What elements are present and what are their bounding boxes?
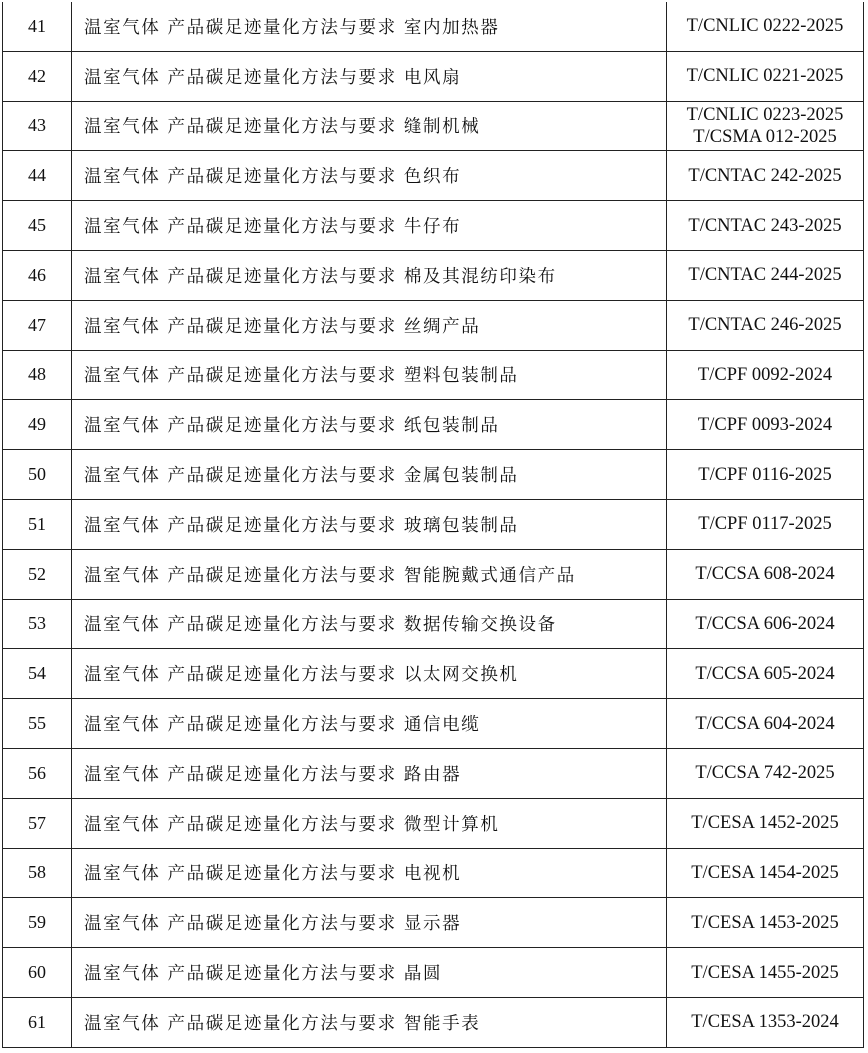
row-number: 55 — [3, 699, 72, 749]
row-number: 58 — [3, 848, 72, 898]
row-number: 50 — [3, 450, 72, 500]
table-row — [3, 948, 864, 998]
standard-code — [667, 948, 864, 998]
standard-code — [667, 499, 864, 549]
standard-code — [667, 400, 864, 450]
row-number: 41 — [3, 2, 72, 51]
table-body — [3, 2, 864, 1047]
standard-code-line: T/CCSA 605-2024 — [695, 663, 835, 684]
standard-code — [667, 250, 864, 300]
standard-code-line: T/CCSA 608-2024 — [695, 564, 835, 585]
table-row — [3, 400, 864, 450]
standard-code-line: T/CESA 1452-2025 — [691, 813, 839, 834]
row-number: 48 — [3, 350, 72, 400]
table-row — [3, 450, 864, 500]
table-row — [3, 250, 864, 300]
standard-code-line: T/CPF 0116-2025 — [698, 464, 832, 485]
standard-code-line: T/CNLIC 0223-2025 — [686, 104, 844, 125]
standard-code-line: T/CPF 0092-2024 — [697, 364, 833, 385]
standard-code — [667, 300, 864, 350]
row-number: 43 — [3, 101, 72, 151]
table-row — [3, 649, 864, 699]
standard-name: 温室气体 产品碳足迹量化方法与要求 玻璃包装制品 — [72, 499, 667, 549]
standard-name: 温室气体 产品碳足迹量化方法与要求 显示器 — [72, 898, 667, 948]
standard-code-line: T/CNLIC 0221-2025 — [686, 66, 844, 87]
row-number: 45 — [3, 201, 72, 251]
standard-code-line: T/CESA 1353-2024 — [691, 1012, 839, 1033]
standard-code-line: T/CESA 1455-2025 — [691, 962, 839, 983]
table-row — [3, 350, 864, 400]
standard-name: 温室气体 产品碳足迹量化方法与要求 纸包装制品 — [72, 400, 667, 450]
row-number: 52 — [3, 549, 72, 599]
row-number: 46 — [3, 250, 72, 300]
standard-name: 温室气体 产品碳足迹量化方法与要求 通信电缆 — [72, 699, 667, 749]
row-number: 51 — [3, 499, 72, 549]
row-number: 47 — [3, 300, 72, 350]
standard-code — [667, 201, 864, 251]
standard-code — [667, 549, 864, 599]
standard-name: 温室气体 产品碳足迹量化方法与要求 以太网交换机 — [72, 649, 667, 699]
standard-code — [667, 748, 864, 798]
standard-name: 温室气体 产品碳足迹量化方法与要求 缝制机械 — [72, 101, 667, 151]
table-row — [3, 151, 864, 201]
table-row — [3, 599, 864, 649]
standard-name: 温室气体 产品碳足迹量化方法与要求 室内加热器 — [72, 2, 667, 51]
standard-name: 温室气体 产品碳足迹量化方法与要求 金属包装制品 — [72, 450, 667, 500]
standard-code — [667, 848, 864, 898]
table-row — [3, 748, 864, 798]
row-number: 60 — [3, 948, 72, 998]
standard-name: 温室气体 产品碳足迹量化方法与要求 晶圆 — [72, 948, 667, 998]
standard-name: 温室气体 产品碳足迹量化方法与要求 丝绸产品 — [72, 300, 667, 350]
standard-code-line: T/CCSA 742-2025 — [695, 763, 835, 784]
row-number: 57 — [3, 798, 72, 848]
standard-code — [667, 101, 864, 151]
standard-code-line: T/CPF 0117-2025 — [698, 514, 832, 535]
standard-code-line: T/CNTAC 244-2025 — [688, 265, 842, 286]
standard-code — [667, 51, 864, 101]
row-number: 49 — [3, 400, 72, 450]
table-row — [3, 499, 864, 549]
standard-name: 温室气体 产品碳足迹量化方法与要求 电风扇 — [72, 51, 667, 101]
table-row — [3, 2, 864, 51]
table-row — [3, 300, 864, 350]
standard-name: 温室气体 产品碳足迹量化方法与要求 色织布 — [72, 151, 667, 201]
table-row — [3, 101, 864, 151]
standard-code — [667, 151, 864, 201]
standard-code-line: T/CNTAC 246-2025 — [688, 315, 842, 336]
standard-code-line: T/CESA 1454-2025 — [691, 862, 839, 883]
standard-code-line: T/CSMA 012-2025 — [693, 126, 837, 147]
standard-code-line: T/CNTAC 243-2025 — [688, 215, 842, 236]
standard-name: 温室气体 产品碳足迹量化方法与要求 电视机 — [72, 848, 667, 898]
standard-code — [667, 599, 864, 649]
standard-name: 温室气体 产品碳足迹量化方法与要求 智能腕戴式通信产品 — [72, 549, 667, 599]
standard-code-line: T/CNTAC 242-2025 — [688, 165, 842, 186]
standard-code-line: T/CCSA 604-2024 — [695, 713, 835, 734]
table-row — [3, 798, 864, 848]
standard-code — [667, 898, 864, 948]
standard-name: 温室气体 产品碳足迹量化方法与要求 微型计算机 — [72, 798, 667, 848]
table-row — [3, 549, 864, 599]
standard-code — [667, 798, 864, 848]
standard-code — [667, 2, 864, 51]
table-row — [3, 898, 864, 948]
table-row — [3, 699, 864, 749]
standard-code-line: T/CESA 1453-2025 — [691, 912, 839, 933]
standard-name: 温室气体 产品碳足迹量化方法与要求 数据传输交换设备 — [72, 599, 667, 649]
standard-code — [667, 450, 864, 500]
standard-name: 温室气体 产品碳足迹量化方法与要求 棉及其混纺印染布 — [72, 250, 667, 300]
row-number: 54 — [3, 649, 72, 699]
row-number: 61 — [3, 997, 72, 1047]
row-number: 56 — [3, 748, 72, 798]
row-number: 59 — [3, 898, 72, 948]
row-number: 53 — [3, 599, 72, 649]
table-row — [3, 848, 864, 898]
standard-code — [667, 699, 864, 749]
standard-code — [667, 997, 864, 1047]
standard-code-line: T/CPF 0093-2024 — [697, 414, 833, 435]
standard-code — [667, 649, 864, 699]
standard-name: 温室气体 产品碳足迹量化方法与要求 智能手表 — [72, 997, 667, 1047]
standard-code-line: T/CNLIC 0222-2025 — [686, 16, 844, 37]
row-number: 42 — [3, 51, 72, 101]
standards-table — [2, 2, 864, 1048]
standard-code-line: T/CCSA 606-2024 — [695, 613, 835, 634]
table-row — [3, 201, 864, 251]
standard-name: 温室气体 产品碳足迹量化方法与要求 塑料包装制品 — [72, 350, 667, 400]
table-row — [3, 51, 864, 101]
standard-code — [667, 350, 864, 400]
standard-name: 温室气体 产品碳足迹量化方法与要求 牛仔布 — [72, 201, 667, 251]
standard-name: 温室气体 产品碳足迹量化方法与要求 路由器 — [72, 748, 667, 798]
table-row — [3, 997, 864, 1047]
row-number: 44 — [3, 151, 72, 201]
